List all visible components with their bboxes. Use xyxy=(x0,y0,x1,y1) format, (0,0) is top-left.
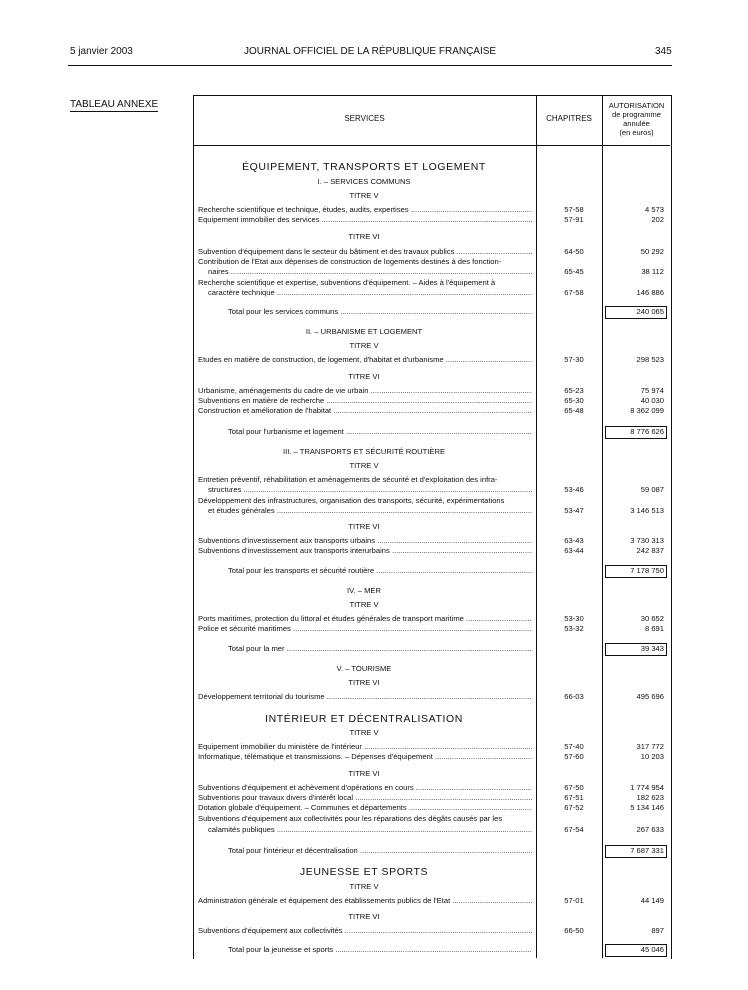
row-label: Administration générale et équipement des établissements publics de l'Etat ..... xyxy=(198,896,532,906)
row-chapitre: 57-60 xyxy=(564,752,584,761)
col-header-services: SERVICES xyxy=(344,114,385,123)
row-label: Police et sécurité maritimes ..... xyxy=(198,624,532,634)
row-amount: 897 xyxy=(651,926,664,935)
row-amount: 202 xyxy=(651,215,664,224)
total-amount: 39 343 xyxy=(640,644,664,653)
subsection-heading: IV. – MER xyxy=(347,586,381,595)
total-label: Total pour la jeunesse et sports ..... xyxy=(198,945,532,955)
row-amount: 495 696 xyxy=(636,692,664,701)
row-chapitre: 57-91 xyxy=(564,215,584,224)
section-heading: JEUNESSE ET SPORTS xyxy=(299,866,429,878)
row-amount: 75 974 xyxy=(640,386,664,395)
total-box xyxy=(605,643,667,656)
row-label-cont: calamités publiques ..... xyxy=(198,825,532,835)
row-amount: 3 730 313 xyxy=(630,536,664,545)
total-box xyxy=(605,565,667,578)
row-chapitre: 65-45 xyxy=(564,267,584,276)
row-label: Subventions pour travaux divers d'intérêt local ..... xyxy=(198,793,532,803)
row-label: Construction et amélioration de l'habitat ..... xyxy=(198,406,532,416)
col-header-autorisation-line4: (en euros) xyxy=(619,128,654,137)
row-chapitre: 65-48 xyxy=(564,406,584,415)
row-chapitre: 53-47 xyxy=(564,506,584,515)
total-label: Total pour l'intérieur et décentralisation ..... xyxy=(198,846,532,856)
col-header-autorisation-line1: AUTORISATION xyxy=(608,101,665,110)
row-label: Recherche scientifique et technique, études, audits, expertises ..... xyxy=(198,205,532,215)
row-chapitre: 53-30 xyxy=(564,614,584,623)
row-chapitre: 67-50 xyxy=(564,783,584,792)
total-label: Total pour l'urbanisme et logement ..... xyxy=(198,427,532,437)
total-amount: 45 046 xyxy=(640,945,664,954)
row-label: Subventions d'investissement aux transports interurbains ..... xyxy=(198,546,532,556)
subsection-heading: I. – SERVICES COMMUNS xyxy=(317,177,411,186)
row-label-cont: caractère technique ..... xyxy=(198,288,532,298)
col-header-autorisation-line3: annulée xyxy=(623,119,650,128)
row-label-cont: structures ..... xyxy=(198,485,532,495)
total-box xyxy=(605,306,667,319)
row-label: Subventions d'équipement et achèvement d'opérations en cours ..... xyxy=(198,783,532,793)
row-amount: 40 030 xyxy=(640,396,664,405)
row-chapitre: 67-54 xyxy=(564,825,584,834)
row-chapitre: 64-50 xyxy=(564,247,584,256)
col-header-chapitres: CHAPITRES xyxy=(546,114,592,123)
journal-title: JOURNAL OFFICIEL DE LA RÉPUBLIQUE FRANÇAISE xyxy=(244,46,497,57)
row-label: Subvention d'équipement dans le secteur du bâtiment et des travaux publics ..... xyxy=(198,247,532,257)
titre-heading: TITRE V xyxy=(349,191,379,200)
row-chapitre: 57-30 xyxy=(564,355,584,364)
row-label: Urbanisme, aménagements du cadre de vie urbain ..... xyxy=(198,386,532,396)
row-label: Subventions en matière de recherche ..... xyxy=(198,396,532,406)
titre-heading: TITRE V xyxy=(349,882,379,891)
row-amount: 146 886 xyxy=(636,288,664,297)
total-box xyxy=(605,426,667,439)
total-amount: 240 065 xyxy=(636,307,664,316)
column-divider-chapitres xyxy=(536,95,537,958)
row-amount: 38 112 xyxy=(641,267,664,276)
row-label: Subventions d'équipement aux collectivités ..... xyxy=(198,926,532,936)
section-heading: INTÉRIEUR ET DÉCENTRALISATION xyxy=(265,713,463,725)
row-chapitre: 67-51 xyxy=(564,793,584,802)
row-chapitre: 67-52 xyxy=(564,803,584,812)
row-amount: 59 087 xyxy=(640,485,664,494)
annex-label: TABLEAU ANNEXE xyxy=(70,99,159,110)
row-amount: 4 573 xyxy=(644,205,664,214)
row-chapitre: 67-58 xyxy=(564,288,584,297)
col-header-autorisation xyxy=(603,101,670,137)
row-label: Ports maritimes, protection du littoral et études générales de transport maritime ..... xyxy=(198,614,532,624)
titre-heading: TITRE VI xyxy=(348,678,380,687)
row-label: Contribution de l'Etat aux dépenses de construction de logements destinés à des fonction- xyxy=(198,257,502,266)
row-amount: 44 149 xyxy=(640,896,664,905)
row-label: Equipement immobilier du ministère de l'intérieur ..... xyxy=(198,742,532,752)
row-amount: 10 203 xyxy=(640,752,664,761)
header-divider xyxy=(193,145,670,146)
titre-heading: TITRE VI xyxy=(348,912,380,921)
row-label: Développement territorial du tourisme ..... xyxy=(198,692,532,702)
total-label: Total pour les transports et sécurité routière ..... xyxy=(198,566,532,576)
row-label: Développement des infrastructures, organisation des transports, sécurité, expérimentations xyxy=(198,496,505,505)
titre-heading: TITRE VI xyxy=(348,769,380,778)
section-heading: ÉQUIPEMENT, TRANSPORTS ET LOGEMENT xyxy=(242,161,486,173)
row-amount: 298 523 xyxy=(636,355,664,364)
titre-heading: TITRE V xyxy=(349,728,379,737)
row-chapitre: 53-46 xyxy=(564,485,584,494)
total-box xyxy=(605,845,667,858)
row-chapitre: 65-30 xyxy=(564,396,584,405)
titre-heading: TITRE V xyxy=(349,600,379,609)
row-label: Informatique, télématique et transmissions. – Dépenses d'équipement ..... xyxy=(198,752,532,762)
row-amount: 267 633 xyxy=(636,825,664,834)
total-label: Total pour la mer ..... xyxy=(198,644,532,654)
row-chapitre: 57-58 xyxy=(564,205,584,214)
row-label: Etudes en matière de construction, de logement, d'habitat et d'urbanisme ..... xyxy=(198,355,532,365)
subsection-heading: II. – URBANISME ET LOGEMENT xyxy=(305,327,423,336)
total-amount: 8 776 626 xyxy=(630,427,664,436)
row-chapitre: 66-03 xyxy=(564,692,584,701)
total-label: Total pour les services communs ..... xyxy=(198,307,532,317)
row-label: Subventions d'investissement aux transports urbains ..... xyxy=(198,536,532,546)
row-chapitre: 57-40 xyxy=(564,742,584,751)
row-chapitre: 66-50 xyxy=(564,926,584,935)
titre-heading: TITRE VI xyxy=(348,522,380,531)
row-label: Equipement immobilier des services ..... xyxy=(198,215,532,225)
titre-heading: TITRE VI xyxy=(348,232,380,241)
row-amount: 8 362 099 xyxy=(630,406,664,415)
row-chapitre: 53-32 xyxy=(564,624,584,633)
titre-heading: TITRE VI xyxy=(348,372,380,381)
row-amount: 8 691 xyxy=(644,624,664,633)
header-date: 5 janvier 2003 xyxy=(70,46,133,57)
row-label-cont: naires ..... xyxy=(198,267,532,277)
row-amount: 242 837 xyxy=(636,546,664,555)
row-chapitre: 65-23 xyxy=(564,386,584,395)
row-chapitre: 57-01 xyxy=(564,896,584,905)
total-amount: 7 178 750 xyxy=(630,566,664,575)
total-box xyxy=(605,944,667,957)
row-amount: 317 772 xyxy=(636,742,664,751)
subsection-heading: V. – TOURISME xyxy=(336,664,392,673)
titre-heading: TITRE V xyxy=(349,461,379,470)
page-number: 345 xyxy=(655,46,672,57)
total-amount: 7 687 331 xyxy=(630,846,664,855)
row-label: Subventions d'équipement aux collectivités pour les réparations des dégâts causés par les xyxy=(198,814,503,823)
row-amount: 50 292 xyxy=(640,247,664,256)
row-amount: 5 134 146 xyxy=(630,803,664,812)
row-label: Recherche scientifique et expertise, subventions d'équipement. – Aides à l'équipement à xyxy=(198,278,496,287)
titre-heading: TITRE V xyxy=(349,341,379,350)
subsection-heading: III. – TRANSPORTS ET SÉCURITÉ ROUTIÈRE xyxy=(282,447,446,456)
row-label: Dotation globale d'équipement. – Communes et départements ..... xyxy=(198,803,532,813)
row-chapitre: 63-44 xyxy=(564,546,584,555)
col-header-autorisation-line2: de programme xyxy=(612,110,661,119)
row-label: Entretien préventif, réhabilitation et aménagements de sécurité et d'exploitation des infra- xyxy=(198,475,498,484)
row-chapitre: 63-43 xyxy=(564,536,584,545)
row-amount: 30 652 xyxy=(640,614,664,623)
header-rule xyxy=(68,65,672,66)
row-label-cont: et études générales ..... xyxy=(198,506,532,516)
row-amount: 1 774 954 xyxy=(630,783,664,792)
row-amount: 3 146 513 xyxy=(630,506,664,515)
row-amount: 182 623 xyxy=(636,793,664,802)
